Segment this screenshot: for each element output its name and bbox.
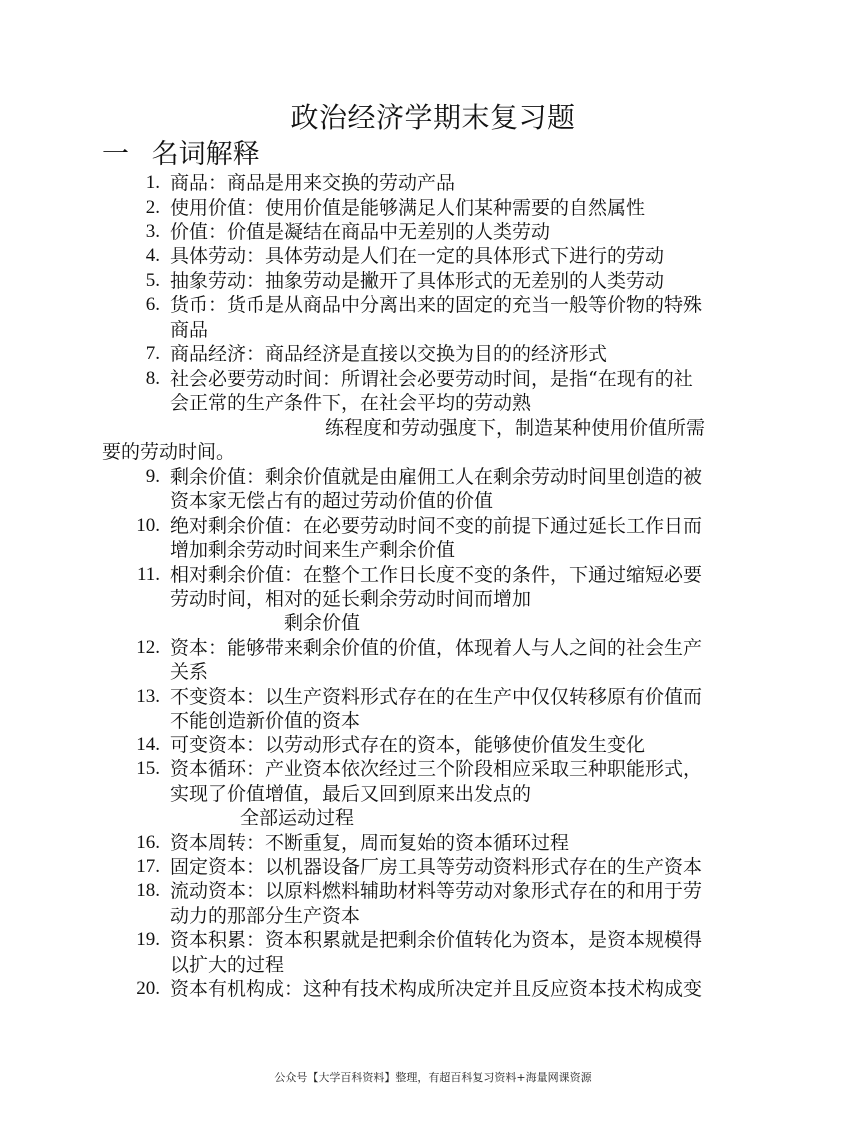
item-number: 20. <box>136 978 160 999</box>
definition-continuation: 劳动时间，相对的延长剩余劳动时间而增加 <box>170 588 532 610</box>
definition-item: 相对剩余价值：在整个工作日长度不变的条件，下通过缩短必要 <box>170 564 703 586</box>
definition-continuation: 剩余价值 <box>284 612 361 634</box>
item-number: 4. <box>145 245 160 266</box>
definition-continuation: 要的劳动时间。 <box>102 441 236 463</box>
definition-item: 可变资本：以劳动形式存在的资本，能够使价值发生变化 <box>170 734 646 756</box>
item-number: 18. <box>136 880 160 901</box>
definition-item: 货币：货币是从商品中分离出来的固定的充当一般等价物的特殊 <box>170 294 703 316</box>
definition-item: 资本：能够带来剩余价值的价值，体现着人与人之间的社会生产 <box>170 637 703 659</box>
definition-item: 社会必要劳动时间：所谓社会必要劳动时间，是指“在现有的社 <box>170 368 693 390</box>
page-title: 政治经济学期末复习题 <box>290 101 576 134</box>
item-number: 7. <box>145 343 160 364</box>
section-number: 一 <box>102 139 129 170</box>
item-number: 11. <box>136 564 160 585</box>
definition-continuation: 全部运动过程 <box>240 807 355 829</box>
definition-item: 使用价值：使用价值是能够满足人们某种需要的自然属性 <box>170 197 646 219</box>
definition-continuation: 练程度和劳动强度下，制造某种使用价值所需 <box>325 417 706 439</box>
definition-continuation: 商品 <box>170 319 209 341</box>
item-number: 19. <box>136 929 160 950</box>
item-number: 12. <box>136 637 160 658</box>
definition-item: 资本周转：不断重复，周而复始的资本循环过程 <box>170 832 570 854</box>
definition-item: 不变资本：以生产资料形式存在的在生产中仅仅转移原有价值而 <box>170 686 703 708</box>
section-heading <box>102 137 260 173</box>
definition-item: 资本有机构成：这种有技术构成所决定并且反应资本技术构成变 <box>170 978 703 1000</box>
definition-item: 抽象劳动：抽象劳动是撇开了具体形式的无差别的人类劳动 <box>170 270 665 292</box>
item-number: 13. <box>136 686 160 707</box>
item-number: 8. <box>145 368 160 389</box>
item-number: 1. <box>145 172 160 193</box>
definition-item: 商品：商品是用来交换的劳动产品 <box>170 172 456 194</box>
section-title: 名词解释 <box>151 139 260 170</box>
definition-item: 绝对剩余价值：在必要劳动时间不变的前提下通过延长工作日而 <box>170 515 703 537</box>
item-number: 15. <box>136 758 160 779</box>
definition-continuation: 会正常的生产条件下，在社会平均的劳动熟 <box>170 392 532 414</box>
definition-item: 商品经济：商品经济是直接以交换为目的的经济形式 <box>170 343 608 365</box>
item-number: 2. <box>145 197 160 218</box>
item-number: 6. <box>145 294 160 315</box>
definition-continuation: 关系 <box>170 661 209 683</box>
definition-continuation: 增加剩余劳动时间来生产剩余价值 <box>170 539 456 561</box>
item-number: 3. <box>145 221 160 242</box>
item-number: 9. <box>145 466 160 487</box>
definition-continuation: 以扩大的过程 <box>170 954 285 976</box>
item-number: 14. <box>136 734 160 755</box>
definition-item: 价值：价值是凝结在商品中无差别的人类劳动 <box>170 221 551 243</box>
definition-continuation: 资本家无偿占有的超过劳动价值的价值 <box>170 490 494 512</box>
definition-item: 剩余价值：剩余价值就是由雇佣工人在剩余劳动时间里创造的被 <box>170 466 703 488</box>
item-number: 5. <box>145 270 160 291</box>
item-number: 17. <box>136 856 160 877</box>
definition-continuation: 实现了价值增值，最后又回到原来出发点的 <box>170 783 532 805</box>
definition-item: 固定资本：以机器设备厂房工具等劳动资料形式存在的生产资本 <box>170 856 703 878</box>
item-number: 16. <box>136 832 160 853</box>
definition-item: 资本循环：产业资本依次经过三个阶段相应采取三种职能形式， <box>170 758 703 780</box>
definition-item: 流动资本：以原料燃料辅助材料等劳动对象形式存在的和用于劳 <box>170 880 703 902</box>
definition-item: 具体劳动：具体劳动是人们在一定的具体形式下进行的劳动 <box>170 245 665 267</box>
page-footer: 公众号【大学百科资料】整理，有超百科复习资料+海量网课资源 <box>274 1071 592 1084</box>
definition-item: 资本积累：资本积累就是把剩余价值转化为资本，是资本规模得 <box>170 929 703 951</box>
definition-continuation: 动力的那部分生产资本 <box>170 905 361 927</box>
item-number: 10. <box>136 515 160 536</box>
definition-continuation: 不能创造新价值的资本 <box>170 710 361 732</box>
